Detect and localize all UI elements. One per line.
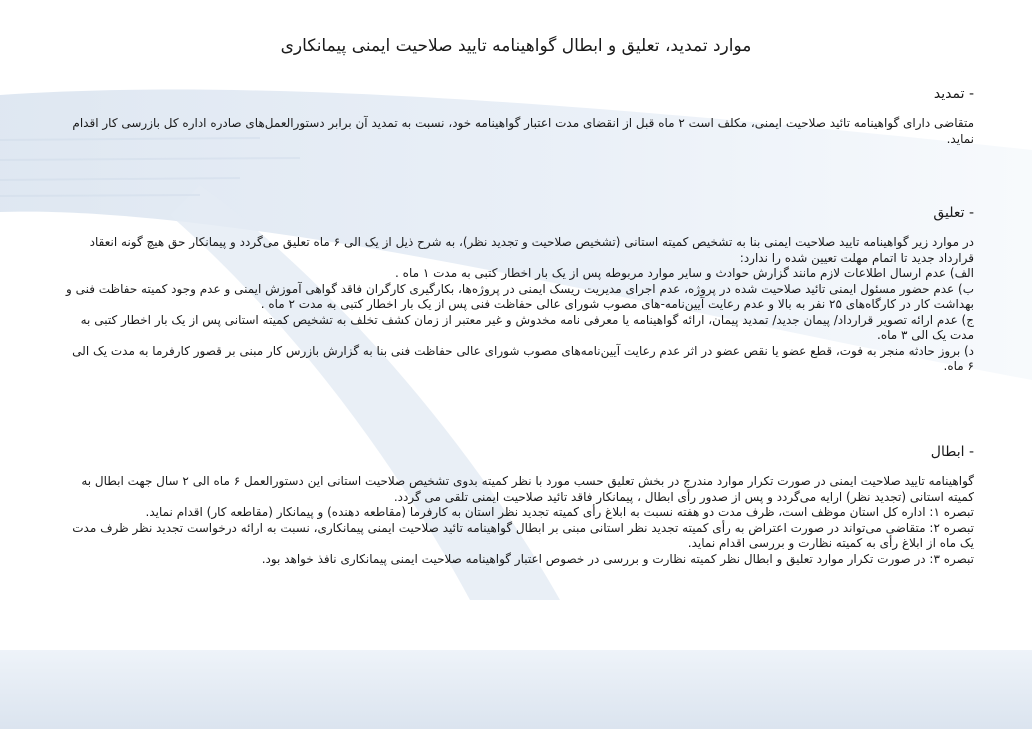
suspension-item-alef: الف) عدم ارسال اطلاعات لازم مانند گزارش حوادث و سایر موارد مربوطه پس از یک بار اخطار کتبی به مدت ۱ ماه . bbox=[395, 266, 974, 280]
document-title: موارد تمدید، تعلیق و ابطال گواهینامه تایید صلاحیت ایمنی پیمانکاری bbox=[280, 36, 752, 56]
note-1: تبصره ۱: اداره کل استان موظف است، ظرف مدت دو هفته نسبت به ابلاغ رأی کمیته تجدید نظر استان به کارفرما (مقاطعه دهنده) و پیمانکار (مقاطعه کار) اقدام نماید. bbox=[145, 505, 974, 519]
section-heading-suspension: - تعلیق bbox=[933, 205, 974, 221]
section-heading-revocation: - ابطال bbox=[930, 444, 974, 460]
note-3: تبصره ۳: در صورت تکرار موارد تعلیق و ابطال نظر کمیته نظارت و بررسی در خصوص اعتبار گواهینامه صلاحیت ایمنی پیمانکاری نافذ خواهد بود. bbox=[261, 551, 974, 566]
suspension-intro: در موارد زیر گواهینامه تایید صلاحیت ایمنی بنا به تشخیص کمیته استانی (تشخیص صلاحیت و تجدید نظر)، به شرح ذیل از یک الی ۶ ماه تعلیق می‌گردد و پیمانکار حق هیچ گونه انعقاد قرارداد جدید تا اتمام مهلت تعیین شده را ندارد: bbox=[89, 235, 974, 265]
section-renewal bbox=[64, 86, 974, 147]
section-revocation bbox=[64, 444, 974, 567]
suspension-item-be: ب) عدم حضور مسئول ایمنی تائید صلاحیت شده در پروژه، عدم اجرای مدیریت ریسک ایمنی در پروژه‌ها، بکارگیری کارگران فاقد گواهی آموزش ایمنی و عدم وجود کمیته حفاظت فنی و بهداشت کار در کارگاه‌های ۲۵ نفر به بالا و عدم رعایت آیین‌نامه‌-های مصوب شورای عالی حفاظت فنی پس از یک بار اخطار کتبی به مدت ۲ ماه . bbox=[65, 281, 974, 311]
note-2: تبصره ۲: متقاضی می‌تواند در صورت اعتراض به رأی کمیته تجدید نظر استانی مبنی بر ابطال گواهینامه تائید صلاحیت ایمنی پیمانکاری، نسبت به ارائه درخواست تجدید نظر ظرف مدت یک ماه از ابلاغ رأی به کمیته نظارت و بررسی اقدام نماید. bbox=[72, 520, 974, 550]
suspension-item-jim: ج) عدم ارائه تصویر قرارداد/ پیمان جدید/ تمدید پیمان، ارائه گواهینامه یا معرفی نامه مخدوش و غیر معتبر از زمان کشف تخلف به تشخیص کمیته استانی پس از یک بار اخطار کتبی به مدت یک الی ۳ ماه. bbox=[80, 312, 974, 342]
suspension-item-dal: د) بروز حادثه منجر به فوت، قطع عضو یا نقص عضو در اثر عدم رعایت آیین‌نامه‌های مصوب شورای عالی حفاظت فنی بنا به گزارش بازرس کار مبنی بر قصور کارفرما به مدت یک الی ۶ ماه. bbox=[72, 343, 974, 373]
renewal-paragraph: متقاضی دارای گواهینامه تائید صلاحیت ایمنی، مکلف است ۲ ماه قبل از انقضای مدت اعتبار گواهینامه خود، نسبت به تمدید آن برابر دستورالعمل‌های صادره اداره کل بازرسی کار اقدام نماید. bbox=[72, 116, 974, 146]
section-suspension bbox=[64, 205, 974, 375]
section-heading-renewal: - تمدید bbox=[933, 86, 974, 102]
revocation-paragraph: گواهینامه تایید صلاحیت ایمنی در صورت تکرار موارد مندرج در بخش تعلیق حسب مورد با نظر کمیته بدوی تشخیص صلاحیت استانی این دستورالعمل ۶ ماه الی ۲ سال جهت ابطال به کمیته استانی (تجدید نظر) ارایه می‌گردد و پس از صدور رأی ابطال ، پیمانکار فاقد تائید صلاحیت ایمنی تلقی می گردد. bbox=[81, 474, 974, 504]
